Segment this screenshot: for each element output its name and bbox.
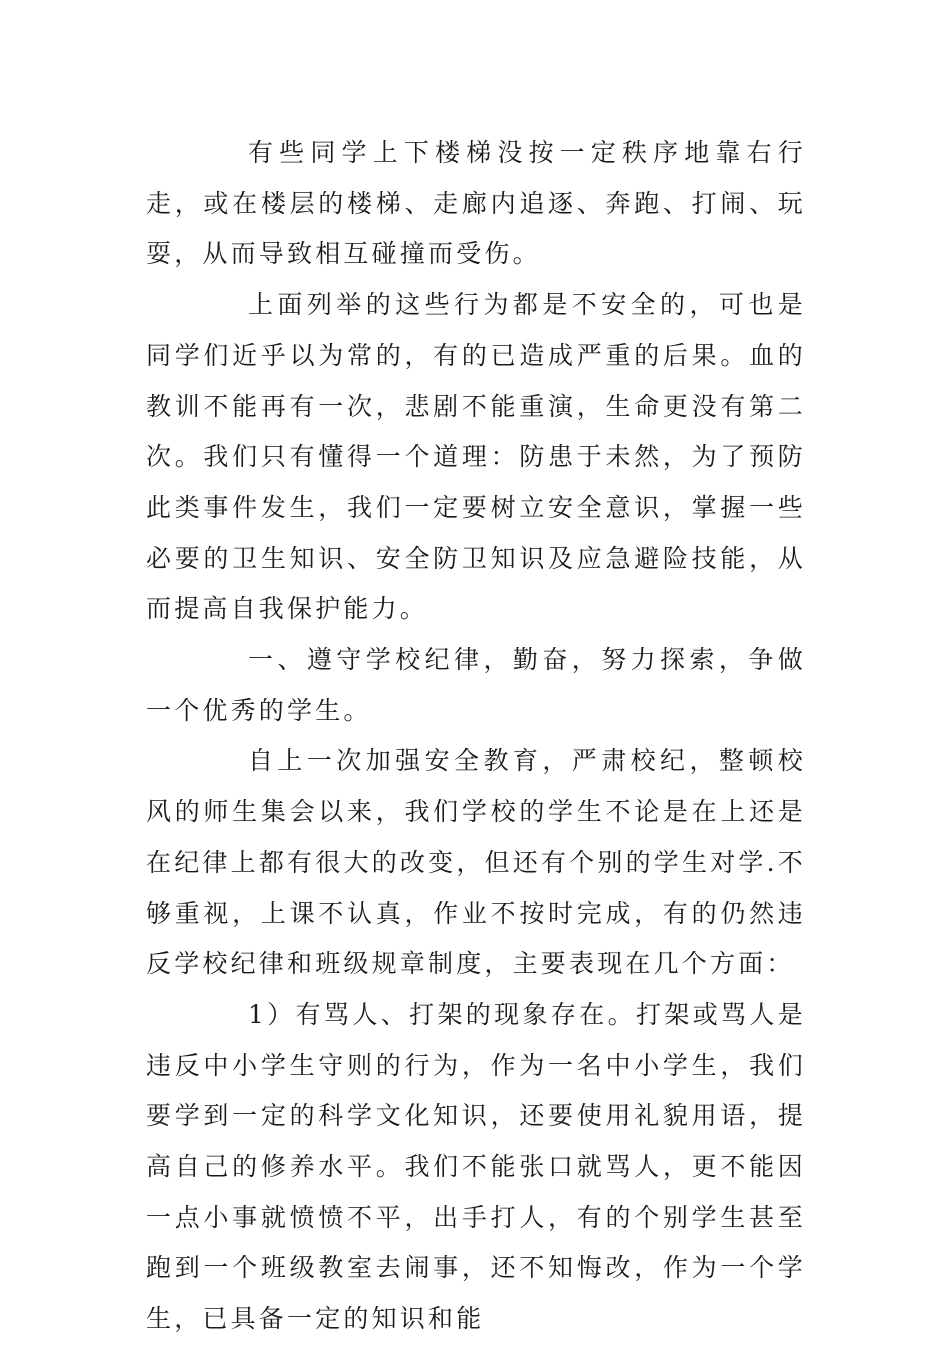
paragraph-unsafe-behaviors: 上面列举的这些行为都是不安全的，可也是同学们近乎以为常的，有的已造成严重的后果。血的教训不能再有一次，悲剧不能重演，生命更没有第二次。我们只有懂得一个道理：防患于未然，为了预防此类事件发生，我们一定要树立安全意识，掌握一些必要的卫生知识、安全防卫知识及应急避险技能，从而提高自我保护能力。 [146,290,806,624]
document-body [146,128,806,1345]
paragraph-section-heading-discipline: 一、遵守学校纪律，勤奋，努力探索，争做一个优秀的学生。 [146,645,806,725]
paragraph-stairs-safety: 有些同学上下楼梯没按一定秩序地靠右行走，或在楼层的楼梯、走廊内追逐、奔跑、打闹、玩耍，从而导致相互碰撞而受伤。 [146,138,806,269]
paragraph-school-discipline: 自上一次加强安全教育，严肃校纪，整顿校风的师生集会以来，我们学校的学生不论是在上还是在纪律上都有很大的改变，但还有个别的学生对学.不够重视，上课不认真，作业不按时完成，有的仍然违反学校纪律和班级规章制度，主要表现在几个方面： [146,746,806,979]
paragraph-fighting-cursing: 1）有骂人、打架的现象存在。打架或骂人是违反中小学生守则的行为，作为一名中小学生，我们要学到一定的科学文化知识，还要使用礼貌用语，提高自己的修养水平。我们不能张口就骂人，更不能因一点小事就愤愤不平，出手打人，有的个别学生甚至跑到一个班级教室去闹事，还不知悔改，作为一个学生，已具备一定的知识和能 [146,999,806,1334]
